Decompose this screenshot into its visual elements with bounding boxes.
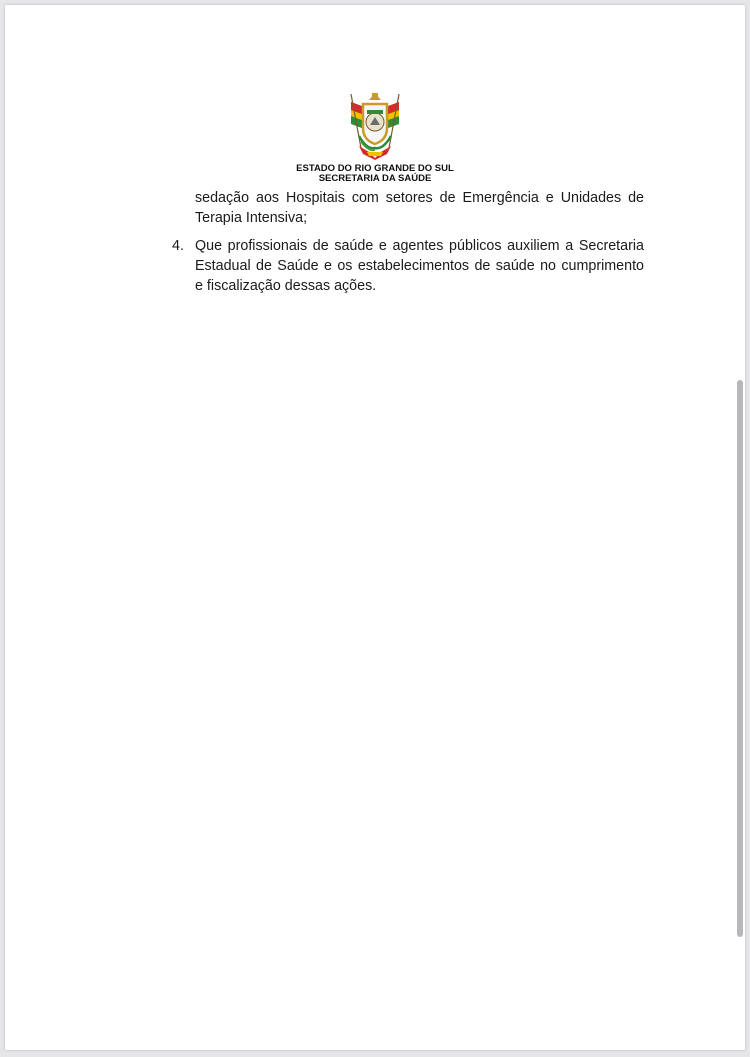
vertical-scrollbar[interactable] [737, 380, 743, 937]
state-name: ESTADO DO RIO GRANDE DO SUL [296, 163, 454, 174]
paragraph-line: Terapia Intensiva; [195, 210, 308, 226]
continued-paragraph [195, 188, 644, 228]
paragraph-line: sedação aos Hospitais com setores de Emergência e Unidades de [195, 190, 644, 206]
list-item-line: e fiscalização dessas ações. [195, 278, 377, 294]
list-item-number: 4. [172, 238, 184, 254]
rio-grande-do-sul-coat-of-arms-icon [345, 90, 405, 160]
list-item-line: Estadual de Saúde e os estabelecimentos de saúde no cumprimento [195, 258, 644, 274]
list-item-line: Que profissionais de saúde e agentes públicos auxiliem a Secretaria [195, 238, 644, 254]
document-header [0, 90, 750, 184]
department-name: SECRETARIA DA SAÚDE [318, 173, 432, 184]
list-item-4 [195, 236, 644, 296]
